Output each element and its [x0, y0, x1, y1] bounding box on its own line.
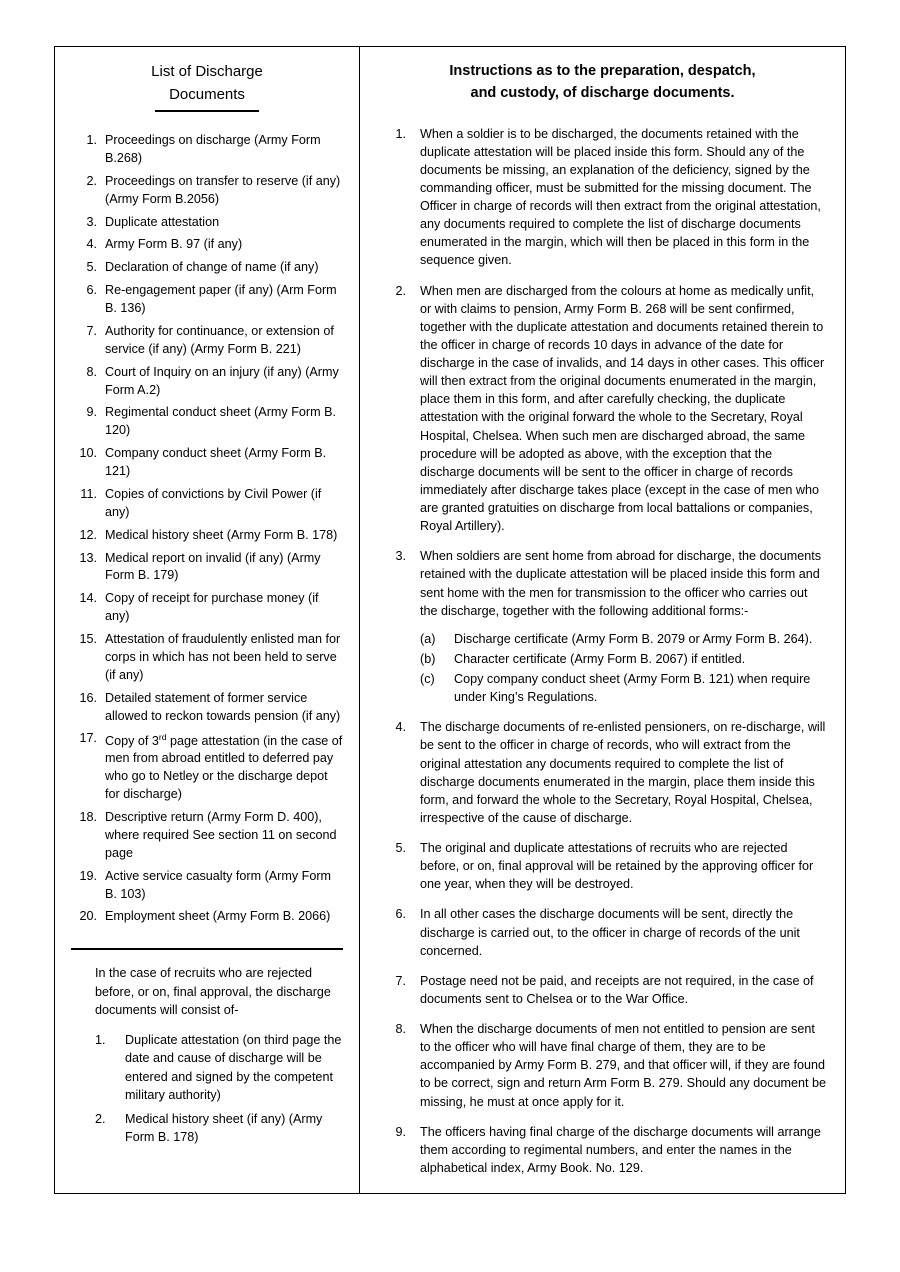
instruction-item: [378, 547, 827, 706]
list-item-number: 2.: [86, 173, 97, 188]
instruction-text: When men are discharged from the colours at home as medically unfit, or with claims to pension, Army Form B. 268 will be sent confirmed, together with the duplicate attestation and documents retained therein to the officer in charge of records 10 days in advance of the date for discharge in the case of invalids, and 14 days in other cases. This officer will then extract from the original documents enumerated in the margin, place them in this form, and after carefully checking, the duplicate attestation with the original forward the whole to the Secretary, Royal Hospital, Chelsea. When such men are discharged abroad, the same procedure will be adopted as above, with the exception that the discharge documents will be sent to the officer in charge of records immediately after discharge takes place (except in the case of men who are granted gratuities on discharge from local battalions or companies, Royal Artillery).: [420, 283, 825, 534]
list-item-number: 18.: [79, 810, 97, 825]
instruction-sub-item: [420, 650, 827, 668]
list-item: [69, 590, 345, 626]
list-item-number: 8.: [86, 364, 97, 379]
instruction-number: 7.: [395, 973, 406, 988]
instruction-text: The original and duplicate attestations of recruits who are rejected before, or on, final approval will be retained by the approving officer for one year, when they will be destroyed.: [420, 841, 814, 892]
instruction-sub-text: Character certificate (Army Form B. 2067) if entitled.: [454, 651, 746, 666]
left-title-line-1: List of Discharge: [151, 63, 263, 80]
list-item-number: 13.: [79, 550, 97, 565]
list-item-text: Medical history sheet (if any) (Army Form B. 178): [125, 1112, 323, 1145]
instruction-text: When soldiers are sent home from abroad for discharge, the documents retained with the duplicate attestation will be placed inside this form and sent home with the men for transmission to the officer who carries out the discharge, together with the following additional forms:-: [420, 549, 822, 618]
list-item-number: 4.: [86, 237, 97, 252]
list-item-text: Medical history sheet (Army Form B. 178): [105, 527, 338, 542]
instruction-number: 8.: [395, 1022, 406, 1036]
list-item-text: Regimental conduct sheet (Army Form B. 120): [105, 405, 336, 438]
list-item-text: Duplicate attestation (on third page the date and cause of discharge will be entered and signed by the competent military authority): [125, 1033, 342, 1102]
list-item-text: Declaration of change of name (if any): [105, 260, 319, 275]
instruction-item: [378, 972, 827, 1008]
right-column-title: [378, 61, 827, 105]
instruction-item: [378, 282, 827, 536]
instruction-item: [378, 125, 827, 270]
list-item-number: 5.: [86, 260, 97, 275]
instruction-item: [378, 1020, 827, 1111]
instruction-item: [378, 1123, 827, 1177]
instruction-number: 6.: [395, 907, 406, 922]
list-item: [69, 550, 345, 586]
list-item: [69, 631, 345, 685]
instruction-sub-item: [420, 670, 827, 706]
instruction-number: 1.: [395, 126, 406, 141]
list-item-text: Army Form B. 97 (if any): [105, 237, 243, 252]
list-item-number: 1.: [86, 133, 97, 147]
list-item: [69, 486, 345, 522]
list-item-text: Medical report on invalid (if any) (Army Form B. 179): [105, 550, 321, 583]
list-item: [69, 1031, 345, 1104]
list-item: [69, 282, 345, 318]
list-item-text: Re-engagement paper (if any) (Arm Form B. 136): [105, 283, 337, 315]
instruction-text: In all other cases the discharge documents will be sent, directly the discharge is carried out, to the officer in charge of records of the unit concerned.: [420, 907, 800, 958]
list-item-number: 19.: [79, 868, 97, 883]
list-item: [69, 690, 345, 726]
instruction-item: [378, 839, 827, 893]
list-item-number: 15.: [79, 632, 97, 646]
list-item-text: Duplicate attestation: [105, 214, 220, 229]
list-item: [69, 364, 345, 400]
instruction-sub-item: [420, 630, 827, 648]
instruction-sub-list: [420, 630, 827, 707]
left-column-title: [69, 61, 345, 106]
list-item: [69, 173, 345, 209]
list-item-text: Authority for continuance, or extension of service (if any) (Army Form B. 221): [105, 323, 334, 356]
instruction-number: 5.: [395, 841, 406, 855]
recruits-note: In the case of recruits who are rejected before, or on, final approval, the discharge documents will consist of-: [95, 966, 331, 1017]
list-item: [69, 445, 345, 481]
list-item: [69, 1110, 345, 1147]
list-item: [69, 868, 345, 904]
right-title-line-1: Instructions as to the preparation, despatch,: [449, 63, 756, 79]
section-divider: [71, 948, 343, 950]
list-item: [69, 259, 345, 277]
list-item-text: Court of Inquiry on an injury (if any) (Army Form A.2): [105, 364, 339, 397]
instruction-number: 3.: [395, 549, 406, 564]
list-item-text: Descriptive return (Army Form D. 400), where required See section 11 on second page: [105, 810, 337, 860]
instruction-sub-text: Discharge certificate (Army Form B. 2079 or Army Form B. 264).: [454, 631, 813, 646]
list-item-number: 7.: [86, 323, 97, 338]
list-item-text: Company conduct sheet (Army Form B. 121): [105, 446, 327, 478]
list-item: [69, 404, 345, 440]
instruction-number: 9.: [395, 1124, 406, 1139]
instruction-number: 2.: [395, 283, 406, 298]
list-item-text: Proceedings on discharge (Army Form B.268): [105, 133, 321, 165]
instruction-text: The officers having final charge of the discharge documents will arrange them according to regimental numbers, and enter the names in the alphabetical index, Army Book. No. 129.: [420, 1124, 821, 1175]
instruction-text: When a soldier is to be discharged, the documents retained with the duplicate attestation will be placed inside this form. Should any of the documents be missing, an explanation of the deficiency, signed by the commanding officer, must be submitted for the missing document. The Officer in charge of records will then extract from the original attestation, any documents required to complete the list of discharge documents enumerated in the margin, which will then be placed in this form in the sequence given.: [420, 126, 821, 268]
list-item-number: 10.: [79, 446, 97, 461]
document-frame: [54, 46, 846, 1194]
list-item-number: 17.: [79, 731, 97, 746]
list-item: [69, 236, 345, 254]
list-item: [69, 323, 345, 359]
instruction-text: Postage need not be paid, and receipts are not required, in the case of documents sent to Chelsea or to the War Office.: [420, 973, 814, 1006]
list-item: [69, 809, 345, 863]
instruction-sub-text: Copy company conduct sheet (Army Form B. 121) when require under King’s Regulations.: [454, 672, 811, 705]
list-item-text: Copy of 3rd page attestation (in the case of men from abroad entitled to deferred pay who go to Netley or the discharge depot for discharge): [105, 731, 343, 802]
right-title-line-2: and custody, of discharge documents.: [470, 84, 735, 101]
list-item-number: 3.: [86, 214, 97, 229]
list-item-number: 12.: [79, 527, 97, 542]
list-item: [69, 908, 345, 926]
list-item-number: 6.: [86, 283, 97, 298]
list-item: [69, 730, 345, 804]
instruction-sub-label: (a): [420, 631, 436, 646]
discharge-documents-list: [69, 132, 345, 926]
list-item-text: Employment sheet (Army Form B. 2066): [105, 909, 331, 924]
list-item-text: Active service casualty form (Army Form B. 103): [105, 868, 332, 901]
list-item-text: Copy of receipt for purchase money (if any): [105, 591, 319, 624]
list-item-number: 20.: [79, 909, 97, 924]
instructions-list: [378, 125, 827, 1178]
list-item-number: 16.: [79, 690, 97, 705]
list-item-text: Proceedings on transfer to reserve (if any) (Army Form B.2056): [105, 173, 341, 206]
list-item: [69, 214, 345, 232]
instruction-text: When the discharge documents of men not entitled to pension are sent to the officer who will have final charge of them, they are to be accompanied by Army Form B. 279, and that officer will, if they are found to be correct, sign and return Arm Form B. 279. Should any document be missing, he must at once apply for it.: [420, 1022, 827, 1109]
left-title-line-2: Documents: [169, 85, 245, 103]
instruction-text: The discharge documents of re-enlisted pensioners, on re-discharge, will be sent to the officer in charge of records, who will extract from the original attestation any documents required to complete the list of discharge documents enumerated in the margin, place them inside this form, and forward the whole to the Secretary, Royal Hospital, Chelsea, irrespective of the cause of discharge.: [420, 720, 826, 825]
list-item: [69, 132, 345, 168]
instruction-item: [378, 905, 827, 959]
instruction-sub-label: (c): [420, 672, 435, 686]
instruction-sub-label: (b): [420, 651, 436, 666]
list-item-text: Attestation of fraudulently enlisted man for corps in which has not been held to serve (if any): [105, 632, 341, 682]
title-underline: [155, 110, 259, 112]
instruction-number: 4.: [395, 720, 406, 735]
list-item-text: Detailed statement of former service allowed to reckon towards pension (if any): [105, 690, 341, 723]
left-column: [55, 47, 360, 1193]
list-item-number: 9.: [86, 405, 97, 420]
list-item-number: 14.: [79, 591, 97, 606]
list-item-text: Copies of convictions by Civil Power (if any): [105, 486, 322, 519]
right-column: [360, 47, 845, 1193]
list-item: [69, 527, 345, 545]
recruits-documents-list: [69, 1031, 345, 1147]
list-item-number: 11.: [80, 486, 97, 501]
instruction-item: [378, 718, 827, 827]
list-item-number: 1.: [95, 1033, 106, 1048]
list-item-number: 2.: [95, 1112, 106, 1127]
